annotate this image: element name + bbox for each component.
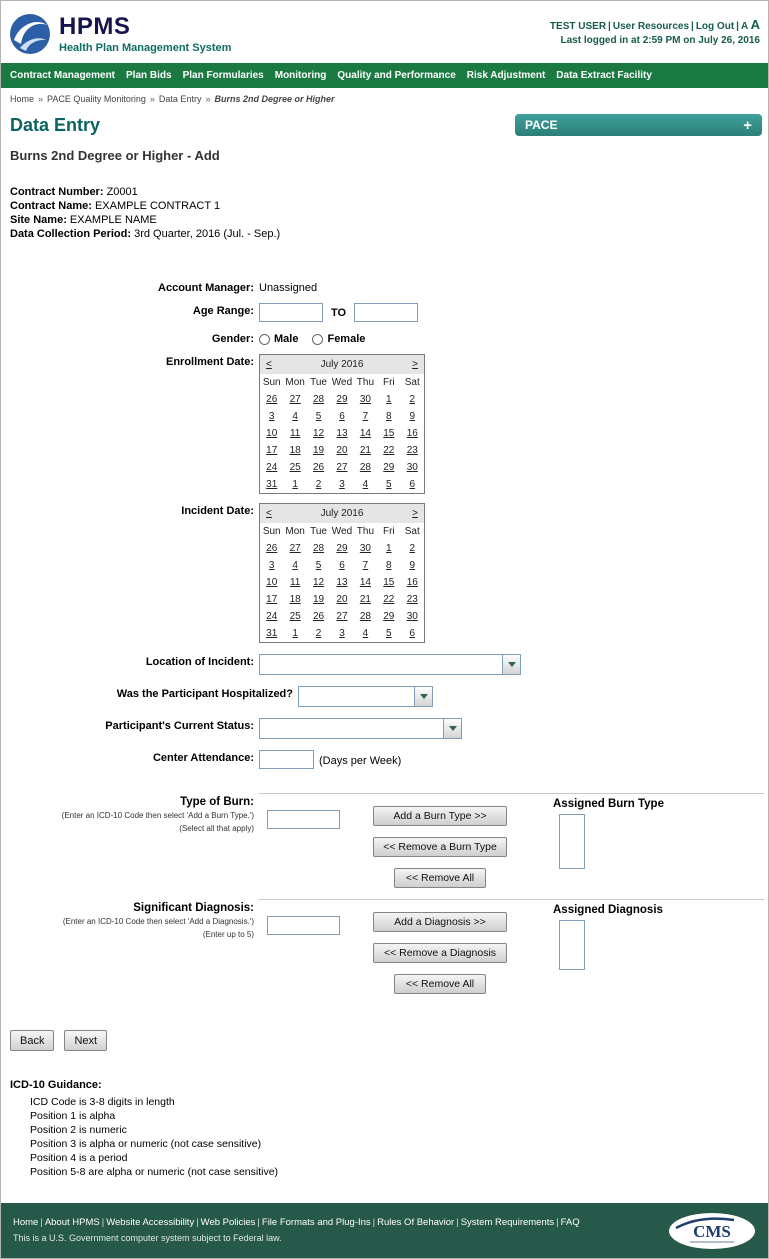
actions bbox=[10, 1030, 768, 1051]
font-size-large-button[interactable]: A bbox=[750, 17, 760, 32]
remove-all-burn-types-button[interactable]: << Remove All bbox=[394, 868, 486, 888]
incident-calendar-day-16[interactable]: 16 bbox=[406, 577, 418, 588]
chevron-down-icon bbox=[443, 719, 461, 738]
logo-title: HPMS bbox=[59, 12, 131, 40]
enrollment-calendar-day-13[interactable]: 13 bbox=[336, 428, 348, 439]
guidance-line: ICD Code is 3-8 digits in length bbox=[30, 1096, 175, 1108]
assigned-burn-type-listbox[interactable] bbox=[559, 814, 585, 869]
separator: | bbox=[608, 21, 611, 32]
incident-calendar-day-28[interactable]: 28 bbox=[359, 611, 371, 622]
gender-female-label: Female bbox=[327, 333, 366, 345]
incident-calendar-day-27[interactable]: 27 bbox=[336, 611, 348, 622]
enrollment-calendar-day-18[interactable]: 18 bbox=[289, 445, 301, 456]
age-range-row bbox=[1, 302, 768, 322]
footer-link-file-formats-and-plug-ins[interactable]: File Formats and Plug-Ins bbox=[261, 1216, 371, 1228]
calendar-dayname: Mon bbox=[285, 526, 305, 537]
title-row bbox=[1, 108, 768, 138]
center-attendance-row bbox=[1, 749, 768, 769]
header bbox=[1, 1, 768, 63]
enrollment-calendar-day-23[interactable]: 23 bbox=[406, 445, 418, 456]
footer-link-system-requirements[interactable]: System Requirements bbox=[460, 1216, 555, 1228]
footer-link-about-hpms[interactable]: About HPMS bbox=[44, 1216, 100, 1228]
enrollment-calendar-day-28[interactable]: 28 bbox=[359, 462, 371, 473]
contract-info-value: 3rd Quarter, 2016 (Jul. - Sep.) bbox=[134, 228, 281, 240]
calendar-dayname: Thu bbox=[356, 526, 375, 537]
gender-male-label: Male bbox=[274, 333, 299, 345]
incident-calendar-next-link[interactable]: > bbox=[412, 508, 418, 519]
breadcrumb-link-home[interactable]: Home bbox=[10, 94, 35, 104]
incident-calendar-day-20[interactable]: 20 bbox=[336, 594, 348, 605]
pace-expander[interactable] bbox=[515, 114, 762, 136]
incident-calendar-day-12[interactable]: 12 bbox=[312, 577, 325, 588]
days-per-week-label: (Days per Week) bbox=[319, 754, 402, 767]
guidance-line: Position 1 is alpha bbox=[30, 1110, 116, 1122]
separator: | bbox=[691, 21, 694, 32]
footer-separator: | bbox=[372, 1216, 376, 1228]
guidance-line: Position 3 is alpha or numeric (not case sensitive) bbox=[30, 1138, 262, 1150]
remove-diagnosis-button[interactable]: << Remove a Diagnosis bbox=[373, 943, 507, 963]
nav-item-monitoring[interactable]: Monitoring bbox=[274, 70, 327, 81]
enrollment-calendar-day-16[interactable]: 16 bbox=[406, 428, 418, 439]
enrollment-calendar-day-4[interactable]: 4 bbox=[292, 411, 298, 422]
enrollment-calendar-day-19[interactable]: 19 bbox=[312, 445, 325, 456]
assigned-diagnosis-listbox[interactable] bbox=[559, 920, 585, 970]
guidance-line: Position 5-8 are alpha or numeric (not case sensitive) bbox=[30, 1166, 279, 1178]
breadcrumb-link-data-entry[interactable]: Data Entry bbox=[158, 94, 202, 104]
enrollment-calendar-day-25[interactable]: 25 bbox=[289, 462, 301, 473]
calendar-dayname: Thu bbox=[356, 377, 375, 388]
incident-date-calendar bbox=[259, 503, 425, 643]
nav-item-data-extract-facility[interactable]: Data Extract Facility bbox=[556, 70, 652, 81]
footer-separator: | bbox=[456, 1216, 459, 1228]
incident-calendar-day-1[interactable]: 1 bbox=[292, 628, 298, 639]
footer-separator: | bbox=[556, 1216, 559, 1228]
enrollment-calendar-day-5[interactable]: 5 bbox=[315, 411, 322, 422]
nav-item-quality-and-performance[interactable]: Quality and Performance bbox=[337, 70, 456, 81]
footer-separator: | bbox=[101, 1216, 105, 1228]
enrollment-calendar-day-1[interactable]: 1 bbox=[386, 394, 392, 405]
add-diagnosis-button[interactable]: Add a Diagnosis >> bbox=[373, 912, 507, 932]
contract-info-value: EXAMPLE NAME bbox=[69, 214, 157, 226]
contract-info-label: Data Collection Period: bbox=[10, 228, 135, 240]
data-entry-form bbox=[1, 279, 768, 1004]
diagnosis-note-2: (Enter up to 5) bbox=[202, 929, 254, 939]
hospitalized-select[interactable] bbox=[298, 686, 433, 707]
incident-calendar-day-4[interactable]: 4 bbox=[292, 560, 298, 571]
nav-item-contract-management[interactable]: Contract Management bbox=[10, 70, 116, 81]
breadcrumb-separator: » bbox=[149, 94, 155, 104]
enrollment-calendar-day-6[interactable]: 6 bbox=[339, 411, 345, 422]
assigned-burn-type-label: Assigned Burn Type bbox=[553, 798, 664, 810]
incident-calendar-day-30[interactable]: 30 bbox=[359, 543, 371, 554]
center-attendance-label: Center Attendance: bbox=[152, 752, 254, 764]
incident-calendar-day-6[interactable]: 6 bbox=[339, 560, 345, 571]
enrollment-calendar-day-26[interactable]: 26 bbox=[266, 394, 278, 405]
breadcrumb-separator: » bbox=[38, 94, 44, 104]
incident-calendar-day-7[interactable]: 7 bbox=[362, 560, 369, 571]
contract-info-value: EXAMPLE CONTRACT 1 bbox=[94, 200, 221, 212]
hospitalized-label: Was the Participant Hospitalized? bbox=[116, 688, 293, 700]
enrollment-calendar-day-20[interactable]: 20 bbox=[336, 445, 348, 456]
logout-link[interactable]: Log Out bbox=[695, 21, 735, 32]
enrollment-calendar-day-21[interactable]: 21 bbox=[359, 445, 371, 456]
calendar-dayname: Wed bbox=[331, 526, 353, 537]
incident-calendar-day-14[interactable]: 14 bbox=[359, 577, 371, 588]
assigned-diagnosis-label: Assigned Diagnosis bbox=[553, 904, 663, 916]
contract-info-row bbox=[10, 213, 759, 227]
incident-calendar-day-18[interactable]: 18 bbox=[289, 594, 301, 605]
nav-item-risk-adjustment[interactable]: Risk Adjustment bbox=[466, 70, 546, 81]
enrollment-calendar-prev-link[interactable]: < bbox=[266, 359, 272, 370]
incident-calendar-day-17[interactable]: 17 bbox=[266, 594, 278, 605]
footer-notice: This is a U.S. Government computer system subject to Federal law. bbox=[13, 1232, 282, 1243]
incident-calendar-day-21[interactable]: 21 bbox=[359, 594, 371, 605]
user-resources-link[interactable]: User Resources bbox=[612, 21, 690, 32]
enrollment-calendar-day-12[interactable]: 12 bbox=[312, 428, 325, 439]
enrollment-calendar-day-5[interactable]: 5 bbox=[386, 479, 392, 490]
calendar-dayname: Sat bbox=[404, 377, 420, 388]
account-manager-value: Unassigned bbox=[259, 282, 318, 294]
contract-info-label: Site Name: bbox=[10, 214, 70, 226]
type-of-burn-section bbox=[1, 793, 768, 893]
calendar-dayname: Fri bbox=[382, 526, 395, 537]
incident-calendar-day-5[interactable]: 5 bbox=[315, 560, 322, 571]
calendar-dayname: Sun bbox=[262, 526, 281, 537]
nav-item-plan-formularies[interactable]: Plan Formularies bbox=[182, 70, 264, 81]
incident-calendar-day-26[interactable]: 26 bbox=[266, 543, 278, 554]
enrollment-calendar-next-link[interactable]: > bbox=[412, 359, 418, 370]
incident-calendar-day-28[interactable]: 28 bbox=[312, 543, 325, 554]
incident-date-row bbox=[1, 502, 768, 643]
breadcrumb bbox=[1, 88, 768, 108]
incident-calendar-day-10[interactable]: 10 bbox=[266, 577, 278, 588]
enrollment-calendar-day-11[interactable]: 11 bbox=[289, 428, 301, 439]
chevron-down-icon bbox=[414, 687, 432, 706]
plus-icon: + bbox=[743, 116, 752, 134]
diagnosis-note-1: (Enter an ICD-10 Code then select 'Add a Diagnosis.') bbox=[62, 917, 254, 926]
incident-calendar-day-15[interactable]: 15 bbox=[383, 577, 395, 588]
page-subtitle: Burns 2nd Degree or Higher - Add bbox=[10, 148, 220, 163]
logo-block bbox=[9, 9, 231, 59]
incident-calendar-day-29[interactable]: 29 bbox=[336, 543, 348, 554]
incident-calendar-day-1[interactable]: 1 bbox=[386, 543, 392, 554]
significant-diagnosis-label: Significant Diagnosis: bbox=[133, 902, 254, 914]
cms-logo-icon bbox=[668, 1212, 756, 1250]
svg-text:CMS: CMS bbox=[693, 1221, 731, 1241]
incident-calendar-day-8[interactable]: 8 bbox=[386, 560, 392, 571]
incident-calendar-day-4[interactable]: 4 bbox=[362, 628, 369, 639]
enrollment-calendar-day-28[interactable]: 28 bbox=[312, 394, 325, 405]
enrollment-calendar-day-2[interactable]: 2 bbox=[409, 394, 416, 405]
incident-calendar-day-19[interactable]: 19 bbox=[312, 594, 325, 605]
contract-info-value: Z0001 bbox=[106, 186, 138, 198]
enrollment-calendar-day-27[interactable]: 27 bbox=[289, 394, 301, 405]
enrollment-calendar-day-3[interactable]: 3 bbox=[268, 411, 275, 422]
gender-male-radio[interactable] bbox=[259, 334, 270, 345]
calendar-dayname: Fri bbox=[382, 377, 395, 388]
logo-subtitle: Health Plan Management System bbox=[59, 41, 232, 54]
font-size-small-button[interactable]: A bbox=[740, 21, 748, 32]
user-name: TEST USER bbox=[549, 21, 607, 32]
main-nav bbox=[1, 63, 768, 88]
next-button[interactable]: Next bbox=[64, 1030, 107, 1051]
age-to-input[interactable] bbox=[354, 303, 418, 322]
incident-calendar-day-23[interactable]: 23 bbox=[406, 594, 418, 605]
burn-note-2: (Select all that apply) bbox=[179, 823, 254, 833]
gender-label: Gender: bbox=[211, 333, 254, 345]
calendar-dayname: Sat bbox=[404, 526, 420, 537]
incident-calendar-day-24[interactable]: 24 bbox=[266, 611, 278, 622]
enrollment-calendar-day-7[interactable]: 7 bbox=[362, 411, 369, 422]
incident-calendar-day-25[interactable]: 25 bbox=[289, 611, 301, 622]
remove-burn-type-button[interactable]: << Remove a Burn Type bbox=[373, 837, 507, 857]
incident-calendar-day-6[interactable]: 6 bbox=[409, 628, 416, 639]
footer-link-website-accessibility[interactable]: Website Accessibility bbox=[106, 1216, 195, 1228]
type-of-burn-label: Type of Burn: bbox=[180, 796, 254, 808]
incident-calendar-day-27[interactable]: 27 bbox=[289, 543, 301, 554]
hospitalized-row bbox=[1, 685, 768, 707]
contract-info-row bbox=[10, 199, 759, 213]
footer-link-home[interactable]: Home bbox=[13, 1216, 39, 1228]
breadcrumb-current: Burns 2nd Degree or Higher bbox=[214, 94, 335, 104]
back-button[interactable]: Back bbox=[10, 1030, 54, 1051]
enrollment-calendar-title: July 2016 bbox=[320, 359, 364, 370]
age-range-label: Age Range: bbox=[192, 305, 254, 317]
location-of-incident-select[interactable] bbox=[259, 654, 521, 675]
burn-code-input[interactable] bbox=[267, 810, 340, 829]
incident-calendar-day-9[interactable]: 9 bbox=[409, 560, 416, 571]
enrollment-calendar-day-15[interactable]: 15 bbox=[383, 428, 395, 439]
footer-links bbox=[13, 1216, 580, 1230]
last-logged-text: Last logged in at 2:59 PM on July 26, 2016 bbox=[560, 35, 760, 47]
location-of-incident-label: Location of Incident: bbox=[145, 656, 254, 668]
enrollment-calendar-day-8[interactable]: 8 bbox=[386, 411, 392, 422]
footer-separator: | bbox=[257, 1216, 260, 1228]
calendar-dayname: Sun bbox=[262, 377, 281, 388]
enrollment-calendar-day-17[interactable]: 17 bbox=[266, 445, 278, 456]
current-status-value bbox=[260, 719, 443, 738]
incident-calendar-day-3[interactable]: 3 bbox=[339, 628, 345, 639]
separator: | bbox=[736, 21, 739, 32]
current-status-row bbox=[1, 717, 768, 739]
gender-female-radio[interactable] bbox=[312, 334, 323, 345]
contract-info-label: Contract Number: bbox=[10, 186, 107, 198]
current-status-select[interactable] bbox=[259, 718, 462, 739]
calendar-dayname: Tue bbox=[310, 526, 327, 537]
footer bbox=[1, 1203, 768, 1258]
incident-calendar-title: July 2016 bbox=[320, 508, 364, 519]
incident-calendar-day-11[interactable]: 11 bbox=[289, 577, 301, 588]
enrollment-calendar-day-2[interactable]: 2 bbox=[315, 479, 322, 490]
contract-info-label: Contract Name: bbox=[10, 200, 95, 212]
age-to-label: TO bbox=[331, 306, 347, 319]
user-block bbox=[550, 9, 760, 59]
enrollment-calendar-day-30[interactable]: 30 bbox=[359, 394, 371, 405]
enrollment-calendar-day-1[interactable]: 1 bbox=[292, 479, 298, 490]
significant-diagnosis-section bbox=[1, 899, 768, 1004]
calendar-dayname: Mon bbox=[285, 377, 305, 388]
incident-calendar-day-26[interactable]: 26 bbox=[312, 611, 325, 622]
enrollment-calendar-day-26[interactable]: 26 bbox=[312, 462, 325, 473]
incident-calendar-day-5[interactable]: 5 bbox=[386, 628, 392, 639]
footer-link-web-policies[interactable]: Web Policies bbox=[200, 1216, 256, 1228]
enrollment-date-row bbox=[1, 353, 768, 494]
enrollment-calendar-day-6[interactable]: 6 bbox=[409, 479, 416, 490]
incident-calendar-day-31[interactable]: 31 bbox=[266, 628, 278, 639]
enrollment-calendar-day-3[interactable]: 3 bbox=[339, 479, 345, 490]
enrollment-calendar-day-30[interactable]: 30 bbox=[406, 462, 418, 473]
contract-info bbox=[1, 163, 768, 241]
hospitalized-value bbox=[299, 687, 414, 706]
contract-info-row bbox=[10, 185, 759, 199]
enrollment-calendar-day-24[interactable]: 24 bbox=[266, 462, 278, 473]
account-manager-row bbox=[1, 279, 768, 294]
footer-separator: | bbox=[40, 1216, 43, 1228]
nav-item-plan-bids[interactable]: Plan Bids bbox=[126, 70, 172, 81]
pace-label: PACE bbox=[525, 118, 558, 132]
guidance-line: Position 2 is numeric bbox=[30, 1124, 127, 1136]
incident-calendar-day-2[interactable]: 2 bbox=[409, 543, 416, 554]
footer-link-rules-of-behavior[interactable]: Rules Of Behavior bbox=[377, 1216, 455, 1228]
enrollment-calendar-day-29[interactable]: 29 bbox=[383, 462, 395, 473]
guidance-line: Position 4 is a period bbox=[30, 1152, 128, 1164]
location-of-incident-row bbox=[1, 653, 768, 675]
current-status-label: Participant's Current Status: bbox=[105, 720, 254, 732]
incident-calendar-day-30[interactable]: 30 bbox=[406, 611, 418, 622]
enrollment-calendar-day-14[interactable]: 14 bbox=[359, 428, 371, 439]
burn-note-1: (Enter an ICD-10 Code then select 'Add a Burn Type.') bbox=[61, 811, 254, 820]
diagnosis-code-input[interactable] bbox=[267, 916, 340, 935]
gender-row bbox=[1, 330, 768, 345]
incident-calendar-prev-link[interactable]: < bbox=[266, 508, 272, 519]
enrollment-calendar-day-27[interactable]: 27 bbox=[336, 462, 348, 473]
incident-calendar-day-22[interactable]: 22 bbox=[383, 594, 395, 605]
incident-calendar-day-3[interactable]: 3 bbox=[268, 560, 275, 571]
breadcrumb-link-pace-quality-monitoring[interactable]: PACE Quality Monitoring bbox=[47, 94, 146, 104]
enrollment-calendar-day-29[interactable]: 29 bbox=[336, 394, 348, 405]
contract-info-row bbox=[10, 227, 759, 241]
enrollment-calendar-day-22[interactable]: 22 bbox=[383, 445, 395, 456]
add-burn-type-button[interactable]: Add a Burn Type >> bbox=[373, 806, 507, 826]
enrollment-calendar-day-31[interactable]: 31 bbox=[266, 479, 278, 490]
age-from-input[interactable] bbox=[259, 303, 323, 322]
location-of-incident-value bbox=[260, 655, 502, 674]
enrollment-calendar-day-9[interactable]: 9 bbox=[409, 411, 416, 422]
remove-all-diagnoses-button[interactable]: << Remove All bbox=[394, 974, 486, 994]
hpms-logo-icon bbox=[9, 13, 51, 55]
incident-calendar-day-2[interactable]: 2 bbox=[315, 628, 322, 639]
icd10-guidance bbox=[10, 1079, 768, 1179]
guidance-title: ICD-10 Guidance: bbox=[10, 1079, 102, 1091]
enrollment-calendar-day-10[interactable]: 10 bbox=[266, 428, 278, 439]
account-manager-label: Account Manager: bbox=[158, 282, 254, 294]
enrollment-date-label: Enrollment Date: bbox=[165, 356, 254, 368]
incident-date-label: Incident Date: bbox=[181, 505, 254, 517]
incident-calendar-day-13[interactable]: 13 bbox=[336, 577, 348, 588]
calendar-dayname: Tue bbox=[310, 377, 327, 388]
footer-link-faq[interactable]: FAQ bbox=[560, 1216, 580, 1228]
page-title: Data Entry bbox=[10, 114, 101, 135]
enrollment-date-calendar bbox=[259, 354, 425, 494]
chevron-down-icon bbox=[502, 655, 520, 674]
incident-calendar-day-29[interactable]: 29 bbox=[383, 611, 395, 622]
calendar-dayname: Wed bbox=[331, 377, 353, 388]
footer-separator: | bbox=[196, 1216, 199, 1228]
enrollment-calendar-day-4[interactable]: 4 bbox=[362, 479, 369, 490]
breadcrumb-separator: » bbox=[205, 94, 211, 104]
center-attendance-input[interactable] bbox=[259, 750, 314, 769]
